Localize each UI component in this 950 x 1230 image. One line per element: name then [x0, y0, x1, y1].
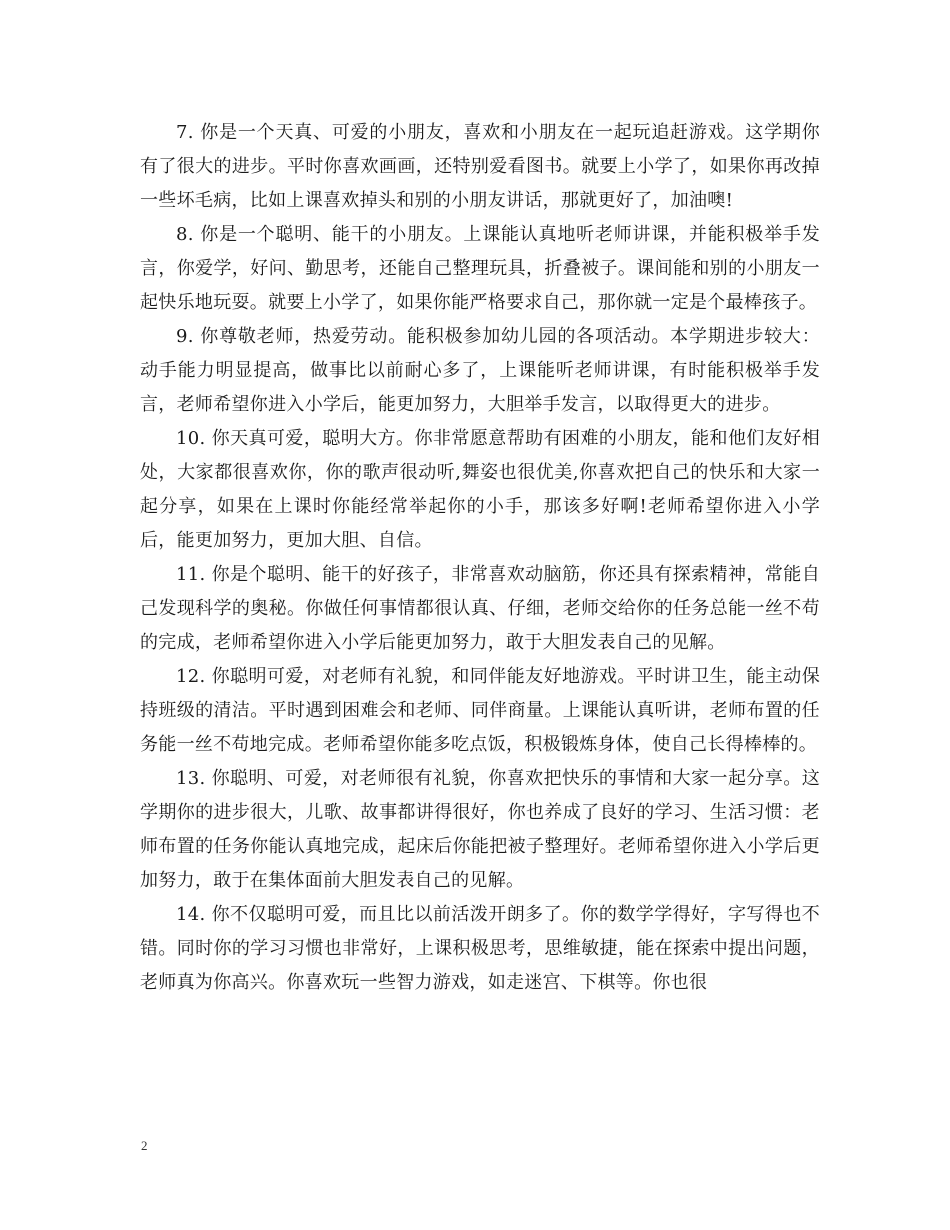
page-number: 2 [141, 1138, 148, 1153]
paragraph-7: 7. 你是一个天真、可爱的小朋友，喜欢和小朋友在一起玩追赶游戏。这学期你有了很大的进步。平时你喜欢画画，还特别爱看图书。就要上小学了，如果你再改掉一些坏毛病，比如上课喜欢掉头和别的小朋友讲话，那就更好了，加油噢! [140, 122, 820, 211]
document-body [140, 116, 820, 1000]
paragraph-9: 9. 你尊敬老师，热爱劳动。能积极参加幼儿园的各项活动。本学期进步较大：动手能力明显提高，做事比以前耐心多了，上课能听老师讲课，有时能积极举手发言，老师希望你进入小学后，能更加努力，大胆举手发言，以取得更大的进步。 [140, 326, 820, 415]
paragraph-12: 12. 你聪明可爱，对老师有礼貌，和同伴能友好地游戏。平时讲卫生，能主动保持班级的清洁。平时遇到困难会和老师、同伴商量。上课能认真听讲，老师布置的任务能一丝不苟地完成。老师希望你能多吃点饭，积极锻炼身体，使自己长得棒棒的。 [140, 666, 820, 755]
paragraph-11: 11. 你是个聪明、能干的好孩子，非常喜欢动脑筋，你还具有探索精神，常能自己发现科学的奥秘。你做任何事情都很认真、仔细，老师交给你的任务总能一丝不苟的完成，老师希望你进入小学后能更加努力，敢于大胆发表自己的见解。 [140, 564, 820, 653]
paragraph-13: 13. 你聪明、可爱，对老师很有礼貌，你喜欢把快乐的事情和大家一起分享。这学期你的进步很大，儿歌、故事都讲得很好，你也养成了良好的学习、生活习惯：老师布置的任务你能认真地完成，起床后你能把被子整理好。老师希望你进入小学后更加努力，敢于在集体面前大胆发表自己的见解。 [140, 768, 820, 891]
paragraph-14: 14. 你不仅聪明可爱，而且比以前活泼开朗多了。你的数学学得好，字写得也不错。同时你的学习习惯也非常好，上课积极思考，思维敏捷，能在探索中提出问题，老师真为你高兴。你喜欢玩一些智力游戏，如走迷宫、下棋等。你也很 [140, 904, 820, 993]
paragraph-8: 8. 你是一个聪明、能干的小朋友。上课能认真地听老师讲课，并能积极举手发言，你爱学，好问、勤思考，还能自己整理玩具，折叠被子。课间能和别的小朋友一起快乐地玩耍。就要上小学了，如果你能严格要求自己，那你就一定是个最棒孩子。 [140, 224, 820, 313]
paragraph-10: 10. 你天真可爱，聪明大方。你非常愿意帮助有困难的小朋友，能和他们友好相处，大家都很喜欢你，你的歌声很动听,舞姿也很优美,你喜欢把自己的快乐和大家一起分享，如果在上课时你能经常举起你的小手，那该多好啊!老师希望你进入小学后，能更加努力，更加大胆、自信。 [140, 428, 820, 551]
